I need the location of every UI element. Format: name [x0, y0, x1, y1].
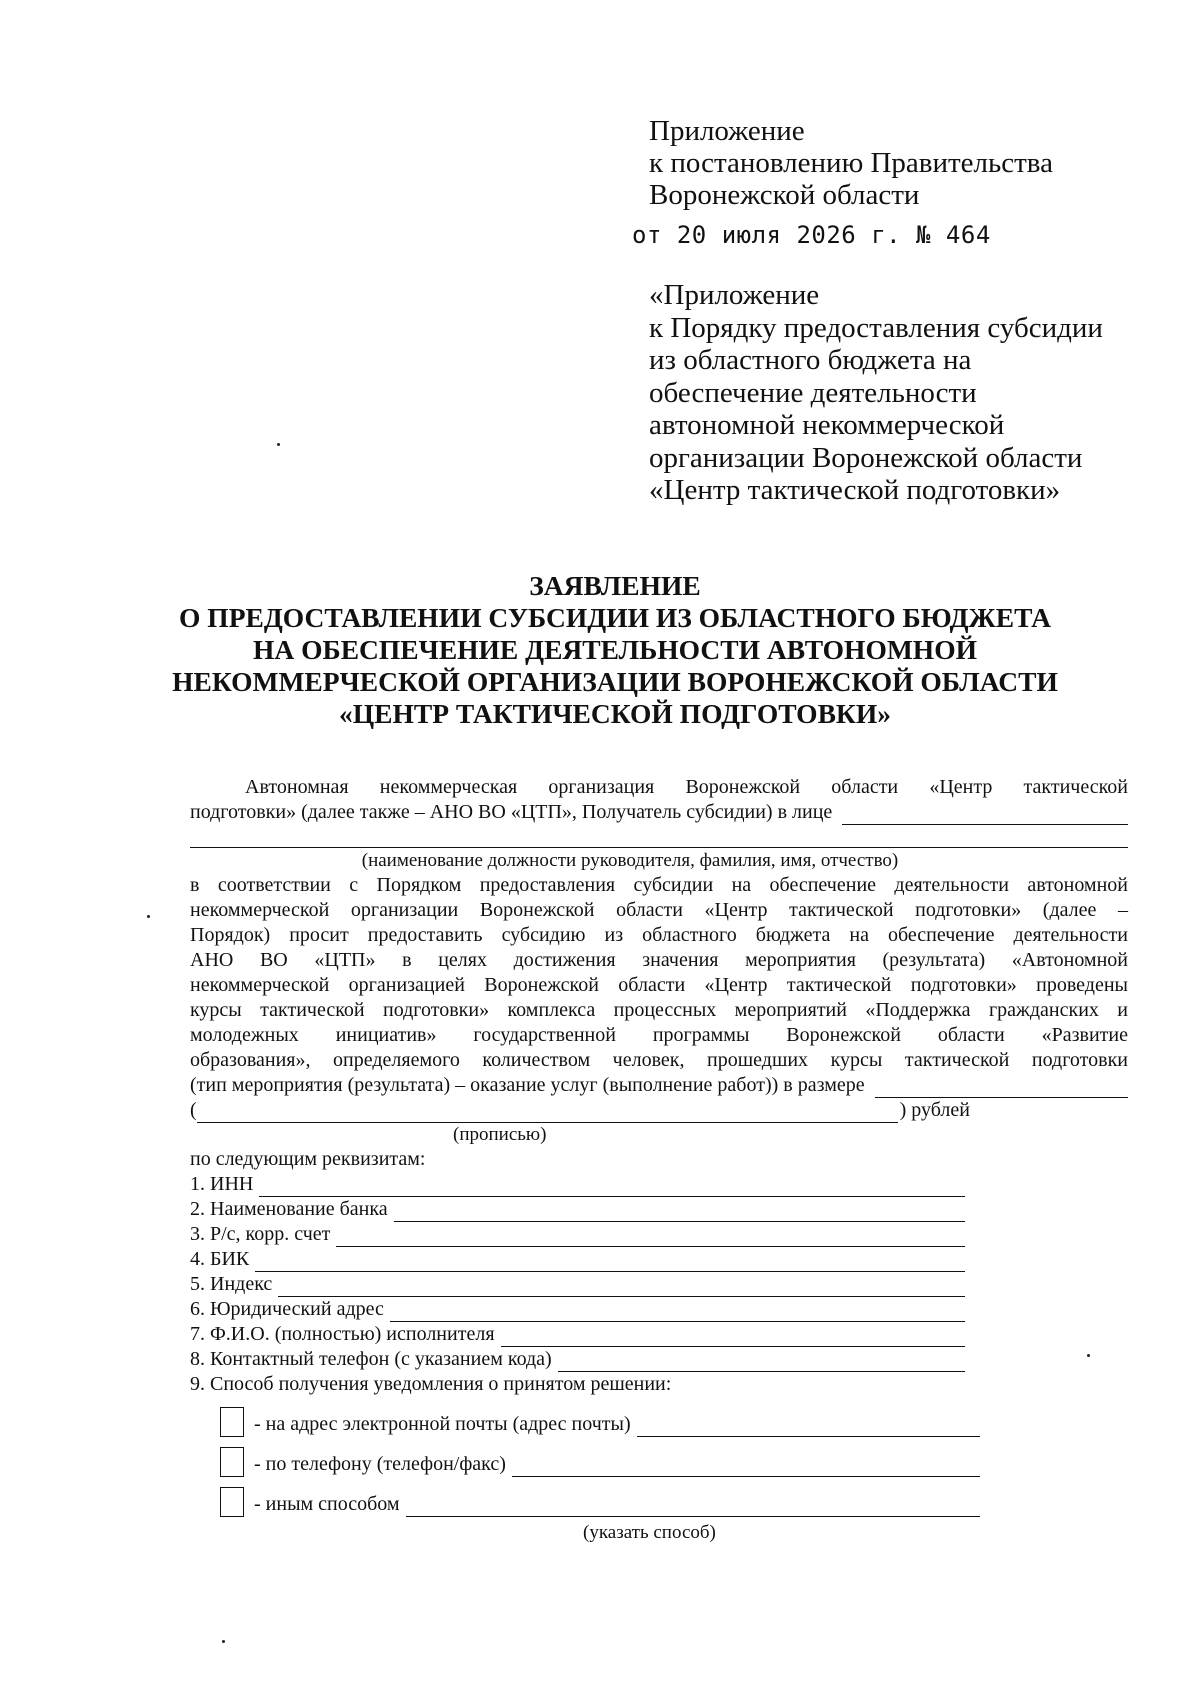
scan-speck: [222, 1640, 225, 1643]
other-method-checkbox[interactable]: [220, 1487, 244, 1517]
requisites-title: по следующим реквизитам:: [190, 1148, 426, 1170]
bik-field[interactable]: [255, 1253, 965, 1272]
requisite-label: 5. Индекс: [190, 1273, 273, 1295]
appendix-order-line: из областного бюджета на: [649, 344, 972, 376]
other-method-caption: (указать способ): [583, 1522, 716, 1543]
amount-open-paren: (: [190, 1099, 197, 1121]
account-field[interactable]: [336, 1228, 965, 1247]
scan-speck: [277, 443, 280, 446]
request-line: курсы тактической подготовки» комплекса процессных мероприятий «Поддержка гражданских и: [190, 999, 1128, 1021]
amount-words-row: [190, 1098, 970, 1123]
requisite-executor: [190, 1322, 965, 1347]
appendix-line: Воронежской области: [649, 179, 920, 211]
request-paragraph: [190, 873, 1128, 1098]
requisite-index: [190, 1272, 965, 1297]
legal-address-field[interactable]: [390, 1303, 965, 1322]
requisite-address: [190, 1297, 965, 1322]
appendix-line: к постановлению Правительства: [649, 147, 1053, 179]
executor-name-field[interactable]: [501, 1328, 965, 1347]
contact-phone-field[interactable]: [558, 1353, 965, 1372]
appendix-order-header: [649, 279, 1129, 507]
notification-option-email: [220, 1407, 980, 1437]
amount-row: [190, 1073, 1128, 1098]
requisite-label: 2. Наименование банка: [190, 1198, 388, 1220]
title-line: «ЦЕНТР ТАКТИЧЕСКОЙ ПОДГОТОВКИ»: [338, 698, 891, 729]
requisite-label: 1. ИНН: [190, 1173, 254, 1195]
appendix-order-line: «Приложение: [649, 279, 820, 311]
request-line: (тип мероприятия (результата) – оказание услуг (выполнение работ)) в размере: [190, 1074, 865, 1096]
appendix-order-line: организации Воронежской области: [649, 441, 1083, 474]
amount-words-field[interactable]: [197, 1104, 898, 1123]
representative-name-field[interactable]: [190, 825, 1128, 848]
representative-caption: (наименование должности руководителя, фамилия, имя, отчество): [361, 850, 899, 871]
other-method-field[interactable]: [406, 1498, 980, 1517]
phone-checkbox[interactable]: [220, 1447, 244, 1477]
title-line: ЗАЯВЛЕНИЕ: [529, 570, 701, 601]
request-line: АНО ВО «ЦТП» в целях достижения значения мероприятия (результата) «Автономной: [190, 949, 1128, 971]
inn-field[interactable]: [259, 1178, 965, 1197]
requisite-account: [190, 1222, 965, 1247]
requisite-inn: [190, 1172, 965, 1197]
appendix-order-line: автономной некоммерческой: [649, 409, 1005, 441]
amount-unit: ) рублей: [899, 1099, 970, 1121]
appendix-order-line: к Порядку предоставления субсидии: [649, 311, 1103, 344]
request-line: некоммерческой организации Воронежской области «Центр тактической подготовки» (далее –: [190, 899, 1128, 921]
appendix-header: [649, 115, 1109, 211]
postal-index-field[interactable]: [278, 1278, 965, 1297]
requisite-label: 7. Ф.И.О. (полностью) исполнителя: [190, 1323, 495, 1345]
notification-option-phone: [220, 1447, 980, 1477]
requisite-label: 4. БИК: [190, 1248, 250, 1270]
applicant-text: подготовки» (далее также – АНО ВО «ЦТП», Получатель субсидии) в лице: [190, 801, 833, 823]
request-line: образования», определяемого количеством человек, прошедших курсы тактической подготовки: [190, 1049, 1128, 1071]
request-line: некоммерческой организацией Воронежской области «Центр тактической подготовки» проведены: [190, 974, 1128, 996]
representative-field[interactable]: [842, 806, 1128, 825]
bank-name-field[interactable]: [394, 1203, 965, 1222]
requisite-bank: [190, 1197, 965, 1222]
notification-title: 9. Способ получения уведомления о принятом решении:: [190, 1373, 672, 1395]
requisite-phone: [190, 1347, 965, 1372]
requisite-bik: [190, 1247, 965, 1272]
appendix-line: Приложение: [649, 115, 805, 147]
option-label: - на адрес электронной почты (адрес почты): [254, 1413, 631, 1435]
requisite-label: 8. Контактный телефон (с указанием кода): [190, 1348, 552, 1370]
request-line: молодежных инициатив» государственной программы Воронежской области «Развитие: [190, 1024, 1128, 1046]
title-line: О ПРЕДОСТАВЛЕНИИ СУБСИДИИ ИЗ ОБЛАСТНОГО БЮДЖЕТА: [179, 602, 1051, 633]
document-title: [170, 570, 1060, 730]
title-line: НА ОБЕСПЕЧЕНИЕ ДЕЯТЕЛЬНОСТИ АВТОНОМНОЙ: [253, 634, 977, 665]
option-label: - иным способом: [254, 1493, 400, 1515]
request-line: Порядок) просит предоставить субсидию из областного бюджета на обеспечение деятельности: [190, 924, 1128, 946]
title-line: НЕКОММЕРЧЕСКОЙ ОРГАНИЗАЦИИ ВОРОНЕЖСКОЙ ОБЛАСТИ: [172, 666, 1058, 697]
requisite-label: 3. Р/с, корр. счет: [190, 1223, 331, 1245]
applicant-paragraph: Автономная некоммерческая организация Воронежской области «Центр тактической: [245, 776, 1128, 798]
amount-words-caption: (прописью): [453, 1124, 547, 1145]
appendix-order-line: «Центр тактической подготовки»: [649, 474, 1061, 506]
notification-option-other: [220, 1487, 980, 1517]
phone-fax-field[interactable]: [512, 1458, 980, 1477]
appendix-order-line: обеспечение деятельности: [649, 376, 977, 409]
email-checkbox[interactable]: [220, 1407, 244, 1437]
applicant-representative-row: [190, 800, 1128, 825]
document-body: [190, 775, 1128, 1545]
amount-figures-field[interactable]: [875, 1079, 1128, 1098]
decree-stamp: от 20 июля 2026 г. № 464: [632, 221, 991, 249]
option-label: - по телефону (телефон/факс): [254, 1453, 506, 1475]
requisite-label: 6. Юридический адрес: [190, 1298, 384, 1320]
email-field[interactable]: [637, 1418, 980, 1437]
scan-speck: [147, 915, 150, 918]
scan-speck: [1087, 1354, 1090, 1357]
request-line: в соответствии с Порядком предоставления субсидии на обеспечение деятельности автономной: [190, 874, 1128, 896]
